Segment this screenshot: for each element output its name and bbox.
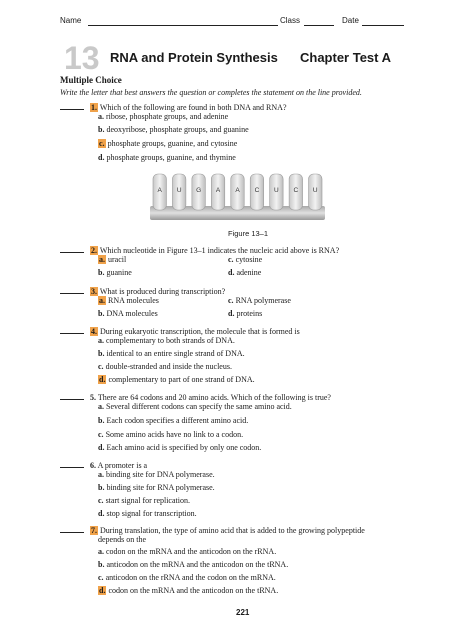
instructions: Write the letter that best answers the question or completes the statement on the line provided. (60, 88, 362, 97)
option-text: identical to an entire single strand of DNA. (106, 349, 245, 358)
test-title: Chapter Test A (300, 50, 392, 65)
option-text: RNA molecules (108, 296, 159, 305)
answer-blank[interactable] (60, 391, 84, 400)
option-letter: d. (228, 309, 235, 318)
option (228, 255, 262, 265)
option (98, 443, 261, 453)
question-text: During translation, the type of amino acid that is added to the growing polypeptide (100, 526, 365, 535)
answer-blank[interactable] (60, 459, 84, 468)
option-text: binding site for DNA polymerase. (106, 470, 215, 479)
chapter-title: RNA and Protein Synthesis (110, 50, 278, 65)
option-letter: b. (98, 125, 105, 134)
option (98, 586, 278, 596)
option (228, 268, 261, 278)
answer-blank[interactable] (60, 325, 84, 334)
option (98, 336, 235, 346)
question-text: During eukaryotic transcription, the molecule that is formed is (100, 327, 300, 336)
option-letter: a. (98, 470, 104, 479)
option (98, 309, 158, 319)
class-blank-line[interactable] (304, 25, 334, 26)
option (228, 309, 262, 319)
base-letter: A (235, 187, 240, 194)
option-letter: c. (99, 139, 105, 148)
option (98, 402, 292, 412)
base-letter: U (274, 187, 279, 194)
question-number: 2. (91, 246, 97, 255)
option-letter: d. (98, 509, 105, 518)
question-number: 5. (90, 393, 96, 402)
answer-blank[interactable] (60, 244, 84, 253)
question-text: There are 64 codons and 20 amino acids. Which of the following is true? (97, 393, 331, 402)
option-text: adenine (236, 268, 262, 277)
option-text: complementary to both strands of DNA. (106, 336, 235, 345)
option-letter: b. (98, 483, 105, 492)
base-letter: U (176, 187, 182, 194)
answer-blank[interactable] (60, 285, 84, 294)
nucleotide-base (211, 174, 224, 210)
option-letter: b. (98, 309, 105, 318)
option-text: RNA polymerase (235, 296, 291, 305)
option-letter: a. (99, 255, 105, 264)
nucleotide-base (231, 174, 244, 210)
option (98, 125, 249, 135)
option (98, 430, 243, 440)
option (98, 483, 215, 493)
chapter-number: 13 (64, 40, 100, 76)
name-blank-line[interactable] (88, 25, 278, 26)
date-blank-line[interactable] (362, 25, 404, 26)
option-text: binding site for RNA polymerase. (106, 483, 215, 492)
option-letter: c. (98, 496, 104, 505)
option (98, 112, 228, 122)
base-letter: G (196, 187, 202, 194)
option-text: phosphate groups, guanine, and thymine (106, 153, 236, 162)
option (98, 547, 276, 557)
option-text: anticodon on the rRNA and the codon on the mRNA. (105, 573, 276, 582)
option-letter: b. (98, 416, 105, 425)
question-text: Which nucleotide in Figure 13–1 indicates the nucleic acid above is RNA? (99, 246, 340, 255)
option (98, 153, 236, 163)
option-letter: d. (98, 153, 105, 162)
option-letter: a. (98, 336, 104, 345)
base-letter: A (215, 187, 221, 194)
option-text: proteins (236, 309, 263, 318)
option-letter: d. (99, 586, 106, 595)
option-letter: d. (228, 268, 235, 277)
nucleotide-base (250, 174, 263, 210)
option-text: Each amino acid is specified by only one codon. (106, 443, 262, 452)
option-text: phosphate groups, guanine, and cytosine (107, 139, 238, 148)
option-text: deoxyribose, phosphate groups, and guanine (106, 125, 249, 134)
base-letter: C (254, 187, 260, 194)
option-text: codon on the mRNA and the anticodon on the rRNA. (106, 547, 277, 556)
name-label: Name (60, 16, 82, 25)
option-letter: b. (98, 349, 105, 358)
option (98, 349, 245, 359)
nucleotide-base (270, 174, 283, 210)
option (98, 573, 276, 583)
option-letter: c. (98, 362, 104, 371)
option-text: Several different codons can specify the same amino acid. (106, 402, 292, 411)
question-text: Which of the following are found in both DNA and RNA? (99, 103, 287, 112)
nucleotide-base (289, 174, 302, 210)
option-letter: c. (98, 430, 104, 439)
option-letter: b. (98, 560, 105, 569)
question-text: What is produced during transcription? (99, 287, 226, 296)
option (98, 509, 197, 519)
option (98, 560, 288, 570)
option (228, 296, 291, 306)
nucleotide-base (309, 174, 322, 210)
option-text: double-stranded and inside the nucleus. (105, 362, 232, 371)
option-letter: d. (99, 375, 106, 384)
option (98, 416, 248, 426)
option-text: guanine (106, 268, 132, 277)
option (98, 470, 215, 480)
option-letter: d. (98, 443, 105, 452)
option (98, 139, 237, 149)
option (98, 362, 232, 372)
base-letter: A (157, 187, 162, 194)
question-text-continued: depends on the (98, 535, 146, 544)
option-text: codon on the mRNA and the anticodon on the tRNA. (108, 586, 279, 595)
question-number: 1. (91, 103, 97, 112)
option-letter: c. (228, 255, 234, 264)
option-letter: a. (98, 547, 104, 556)
nucleotide-base (192, 174, 205, 210)
option-letter: a. (98, 112, 104, 121)
option-text: Each codon specifies a different amino acid. (106, 416, 249, 425)
question-number: 4. (91, 327, 97, 336)
question-number: 3. (91, 287, 97, 296)
option-letter: a. (98, 402, 104, 411)
page-number: 221 (236, 608, 250, 617)
base-letter: C (293, 187, 299, 194)
option-text: complementary to part of one strand of DNA. (108, 375, 255, 384)
option-text: anticodon on the mRNA and the anticodon on the tRNA. (106, 560, 289, 569)
option-text: ribose, phosphate groups, and adenine (106, 112, 229, 121)
option (98, 375, 255, 385)
nucleotide-base (172, 174, 185, 210)
date-label: Date (342, 16, 359, 25)
answer-blank[interactable] (60, 524, 84, 533)
section-heading: Multiple Choice (60, 75, 122, 85)
student-info-header (60, 14, 410, 28)
question-number: 6. (90, 461, 96, 470)
option-text: start signal for replication. (105, 496, 190, 505)
question-text: A promoter is a (97, 461, 148, 470)
option (98, 296, 159, 306)
nucleotide-base (153, 174, 166, 210)
figure-caption: Figure 13–1 (228, 229, 269, 238)
class-label: Class (280, 16, 301, 25)
option (98, 255, 126, 265)
question-number: 7. (91, 526, 97, 535)
option-text: uracil (108, 255, 127, 264)
answer-blank[interactable] (60, 101, 84, 110)
option (98, 268, 132, 278)
option-text: stop signal for transcription. (106, 509, 197, 518)
base-letter: U (312, 187, 318, 194)
option-text: cytosine (235, 255, 263, 264)
option-letter: a. (99, 296, 105, 305)
option-letter: c. (228, 296, 234, 305)
option (98, 496, 190, 506)
option-text: DNA molecules (106, 309, 158, 318)
option-text: Some amino acids have no link to a codon. (105, 430, 244, 439)
option-letter: c. (98, 573, 104, 582)
option-letter: b. (98, 268, 105, 277)
rna-strand-figure (150, 168, 325, 228)
